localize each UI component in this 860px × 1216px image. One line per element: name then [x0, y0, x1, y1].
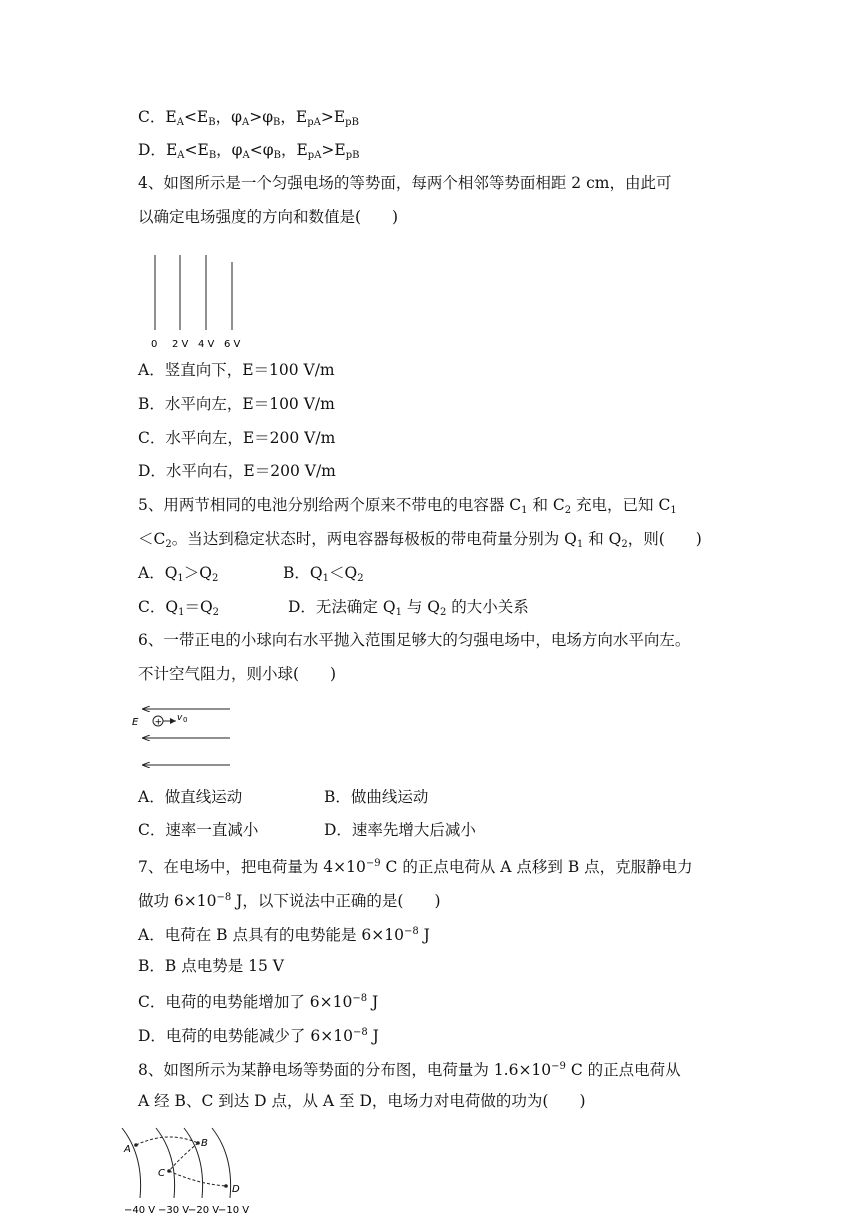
subscript: 2	[357, 573, 364, 584]
separator: ，E	[280, 141, 308, 159]
exponent: −8	[352, 1027, 368, 1038]
point-b	[196, 1141, 200, 1145]
relation: >E	[320, 108, 346, 126]
text: 7、在电场中，把电荷量为 4×10	[138, 858, 366, 876]
subscript: A	[241, 117, 250, 128]
q6-stem-line1: 6、一带正电的小球向右水平抛入范围足够大的匀强电场中，电场方向水平向左。	[138, 631, 691, 649]
relation: >φ	[249, 108, 274, 126]
subscript: A	[242, 150, 250, 161]
q4-option-d: D．水平向右，E＝200 V/m	[138, 462, 336, 480]
text: 和 Q	[583, 530, 622, 548]
subscript: 2	[440, 607, 447, 618]
text: 5、用两节相同的电池分别给两个原来不带电的电容器 C	[138, 496, 522, 514]
path-c-to-d	[169, 1171, 226, 1186]
potential-label: −10 V	[218, 1205, 250, 1216]
q4-stem-line1: 4、如图所示是一个匀强电场的等势面，每两个相邻等势面相距 2 cm，由此可	[138, 174, 672, 192]
potential-label: −30 V	[158, 1205, 190, 1216]
text: A．Q	[138, 564, 178, 582]
q6-option-a: A．做直线运动	[138, 788, 243, 806]
text: 的大小关系	[446, 598, 529, 616]
text: J	[367, 1027, 379, 1045]
potential-label: 0	[151, 339, 158, 350]
equipotential-curve	[184, 1128, 203, 1198]
q8-stem-line2: A 经 B、C 到达 D 点，从 A 至 D，电场力对电荷做的功为( )	[138, 1092, 586, 1110]
plus-sign: +	[154, 717, 163, 728]
e-symbol: E	[165, 141, 178, 159]
exponent: −8	[403, 926, 419, 937]
separator: ，E	[280, 108, 308, 126]
subscript: A	[177, 150, 185, 161]
text: 做功 6×10	[138, 892, 217, 910]
potential-label: 4 V	[198, 339, 215, 350]
q8-equipotential-figure	[118, 1126, 258, 1216]
text: C．Q	[138, 598, 179, 616]
equipotential-curve	[156, 1128, 175, 1198]
q7-option-d	[138, 1022, 379, 1047]
option-letter: C．	[138, 108, 166, 126]
subscript: pB	[345, 117, 359, 128]
subscript: 2	[212, 573, 219, 584]
relation: <φ	[249, 141, 274, 159]
q4-equipotential-figure	[140, 250, 260, 350]
q8-stem-line1	[138, 1056, 681, 1081]
text: ＞Q	[183, 564, 212, 582]
q6-stem-line2: 不计空气阻力，则小球( )	[138, 665, 337, 683]
q7-option-a	[138, 921, 430, 946]
subscript: 2	[165, 539, 172, 550]
subscript: B	[208, 117, 216, 128]
text: D．电荷的电势能减少了 6×10	[138, 1027, 353, 1045]
exponent: −8	[216, 892, 232, 903]
point-a	[134, 1143, 138, 1147]
q5-option-b	[283, 562, 364, 590]
text: ＜C	[138, 530, 166, 548]
text: J	[367, 993, 379, 1011]
q6-option-c: C．速率一直减小	[138, 821, 259, 839]
subscript: B	[273, 117, 281, 128]
text: J，以下说法中正确的是( )	[231, 892, 441, 910]
equipotential-curve	[122, 1128, 141, 1198]
q6-option-b: B．做曲线运动	[324, 788, 429, 806]
subscript: pB	[345, 150, 360, 161]
text: A．电荷在 B 点具有的电势能是 6×10	[138, 926, 404, 944]
q5-option-a	[138, 562, 218, 590]
potential-label: 6 V	[224, 339, 241, 350]
relation: <E	[184, 141, 209, 159]
option-letter: D．	[138, 141, 166, 159]
q3-option-c	[138, 106, 359, 134]
text: C 的正点电荷从	[565, 1061, 681, 1079]
subscript: B	[273, 150, 281, 161]
q4-option-c: C．水平向左，E＝200 V/m	[138, 429, 336, 447]
potential-label: −40 V	[124, 1205, 156, 1216]
point-label: D	[232, 1184, 240, 1195]
q6-field-figure	[128, 700, 238, 772]
subscript: 1	[521, 505, 528, 516]
point-d	[224, 1184, 228, 1188]
text: 和 C	[527, 496, 565, 514]
point-label: B	[201, 1138, 208, 1149]
q4-stem-line2: 以确定电场强度的方向和数值是( )	[138, 208, 399, 226]
subscript: 1	[670, 505, 677, 516]
relation: >E	[321, 141, 346, 159]
potential-label: −20 V	[188, 1205, 220, 1216]
q7-stem-line1	[138, 853, 693, 878]
q3-option-d	[138, 139, 359, 167]
text: 充电，已知 C	[571, 496, 671, 514]
e-symbol: E	[165, 108, 177, 126]
text: ，则( )	[627, 530, 702, 548]
q7-option-c	[138, 988, 378, 1013]
subscript: A	[176, 117, 184, 128]
subscript: 1	[576, 539, 584, 550]
text: C 的正点电荷从 A 点移到 B 点，克服静电力	[380, 858, 693, 876]
text: J	[418, 926, 430, 944]
point-label: C	[158, 1168, 165, 1179]
text: B．Q	[283, 564, 323, 582]
subscript: 2	[212, 607, 220, 618]
q7-stem-line2	[138, 887, 441, 912]
text: 。当达到稳定状态时，两电容器每极板的带电荷量分别为 Q	[171, 530, 577, 548]
text: C．电荷的电势能增加了 6×10	[138, 993, 353, 1011]
relation: <E	[183, 108, 209, 126]
q5-option-c	[138, 596, 219, 624]
exponent: −9	[365, 858, 381, 869]
separator: ，φ	[215, 108, 242, 126]
q4-option-b: B．水平向左，E＝100 V/m	[138, 395, 335, 413]
q5-option-d	[288, 596, 529, 624]
subscript: 2	[564, 505, 572, 516]
text: ＜Q	[328, 564, 358, 582]
point-label: A	[124, 1144, 131, 1155]
path-a-to-b	[136, 1137, 198, 1145]
q5-stem-line2	[138, 528, 702, 556]
text: 8、如图所示为某静电场等势面的分布图，电荷量为 1.6×10	[138, 1061, 552, 1079]
potential-label: 2 V	[172, 339, 189, 350]
velocity-label: v	[177, 713, 183, 723]
velocity-subscript: 0	[183, 716, 188, 724]
subscript: 1	[322, 573, 329, 584]
subscript: pA	[307, 150, 322, 161]
separator: ，φ	[216, 141, 243, 159]
q5-stem-line1	[138, 494, 677, 522]
exponent: −8	[352, 993, 368, 1004]
subscript: 1	[395, 607, 402, 618]
subscript: B	[208, 150, 217, 161]
q6-option-d: D．速率先增大后减小	[324, 821, 476, 839]
q7-option-b: B．B 点电势是 15 V	[138, 957, 284, 975]
text: D．无法确定 Q	[288, 598, 396, 616]
field-e-label: E	[132, 717, 139, 728]
point-c	[167, 1169, 171, 1173]
subscript: 1	[177, 573, 184, 584]
subscript: 1	[178, 607, 185, 618]
subscript: pA	[307, 117, 321, 128]
equipotential-curve	[212, 1128, 231, 1198]
exponent: −9	[551, 1061, 566, 1072]
q4-option-a: A．竖直向下，E＝100 V/m	[138, 361, 335, 379]
text: 与 Q	[401, 598, 440, 616]
subscript: 2	[621, 539, 628, 550]
text: ＝Q	[184, 598, 213, 616]
